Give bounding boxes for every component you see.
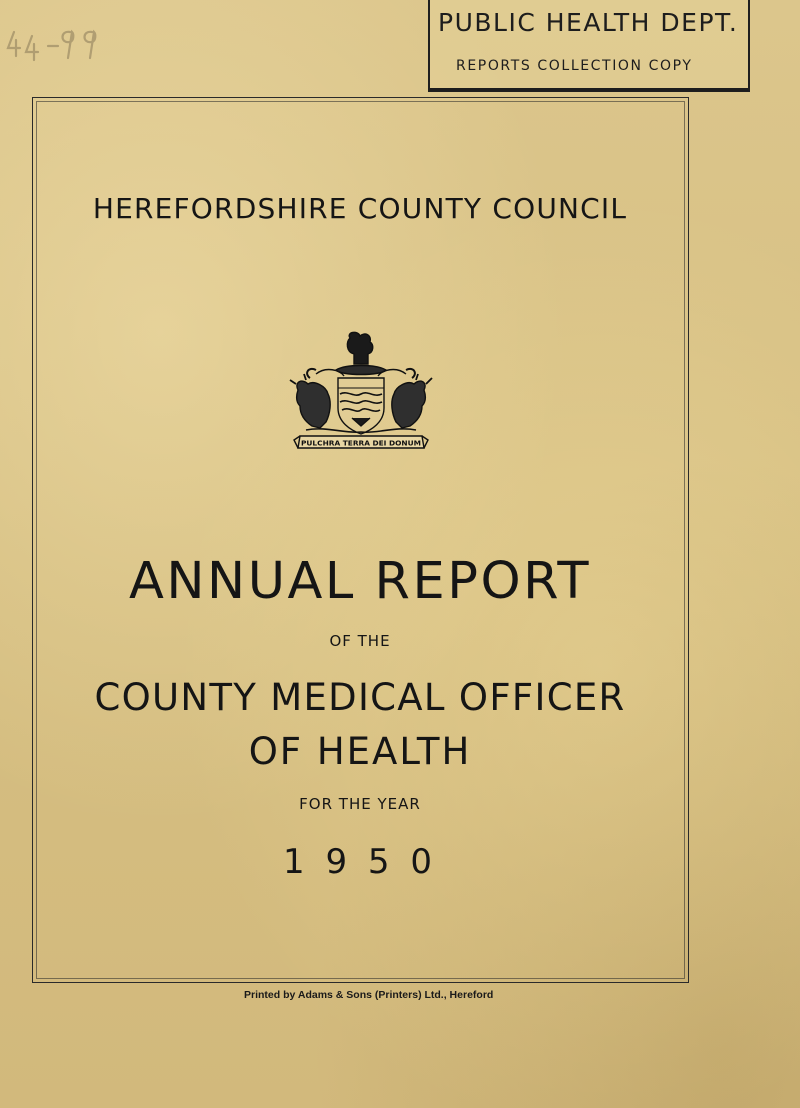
- report-title: ANNUAL REPORT: [129, 552, 591, 611]
- stamp-subtitle: REPORTS COLLECTION COPY: [456, 58, 693, 74]
- printer-imprint: Printed by Adams & Sons (Printers) Ltd., Hereford: [244, 989, 494, 1001]
- stamp-title: PUBLIC HEALTH DEPT.: [438, 8, 739, 37]
- report-year: 1 9 5 0: [283, 842, 437, 882]
- stamp-underline: [430, 88, 748, 91]
- for-the-year-label: FOR THE YEAR: [299, 795, 421, 813]
- of-the-label: OF THE: [329, 632, 391, 650]
- coat-of-arms-icon: [286, 330, 436, 456]
- crest-motto: PULCHRA TERRA DEI DONUM: [301, 438, 421, 448]
- pencil-annotation: [4, 22, 120, 62]
- council-name: HEREFORDSHIRE COUNTY COUNCIL: [92, 192, 628, 225]
- collection-stamp: [428, 0, 750, 92]
- of-health-title: OF HEALTH: [248, 730, 472, 773]
- officer-title: COUNTY MEDICAL OFFICER: [94, 676, 626, 719]
